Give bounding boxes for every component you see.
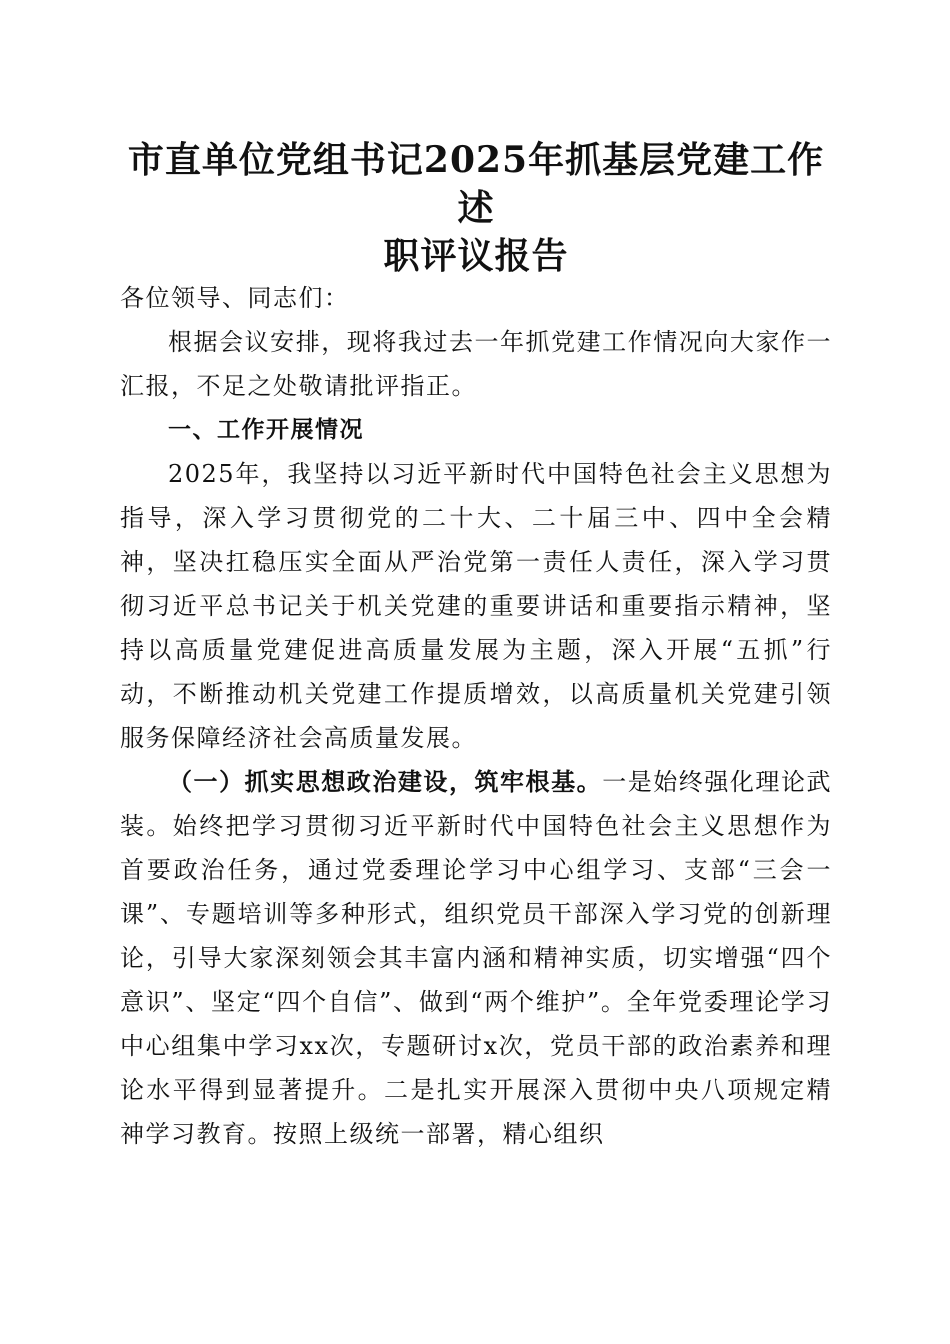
- intro-paragraph: 根据会议安排，现将我过去一年抓党建工作情况向大家作一汇报，不足之处敬请批评指正。: [120, 328, 832, 400]
- document-title: [120, 136, 832, 280]
- section-1-heading: 一、工作开展情况: [168, 417, 364, 443]
- document-body: [120, 276, 832, 1156]
- title-line-2: 职评议报告: [383, 235, 569, 277]
- subsection-1-text: 一是始终强化理论武装。始终把学习贯彻习近平新时代中国特色社会主义思想作为首要政治任务，通过党委理论学习中心组学习、支部“三会一课”、专题培训等多种形式，组织党员干部深入学习党的创新理论，引导大家深刻领会其丰富内涵和精神实质，切实增强“四个意识”、坚定“四个自信”、做到“两个维护”。全年党委理论学习中心组集中学习xx次，专题研讨x次，党员干部的政治素养和理论水平得到显著提升。二是扎实开展深入贯彻中央八项规定精神学习教育。按照上级统一部署，精心组织: [120, 768, 833, 1148]
- subsection-1-heading: （一）抓实思想政治建设，筑牢根基。: [168, 767, 603, 796]
- section-1-paragraph: 2025年，我坚持以习近平新时代中国特色社会主义思想为指导，深入学习贯彻党的二十大、二十届三中、四中全会精神，坚决扛稳压实全面从严治党第一责任人责任，深入学习贯彻习近平总书记关于机关党建的重要讲话和重要指示精神，坚持以高质量党建促进高质量发展为主题，深入开展“五抓”行动，不断推动机关党建工作提质增效，以高质量机关党建引领服务保障经济社会高质量发展。: [120, 460, 832, 752]
- title-line-1: 市直单位党组书记2025年抓基层党建工作述: [127, 139, 825, 229]
- salutation: 各位领导、同志们：: [120, 284, 350, 312]
- subsection-1-paragraph: [120, 760, 832, 1156]
